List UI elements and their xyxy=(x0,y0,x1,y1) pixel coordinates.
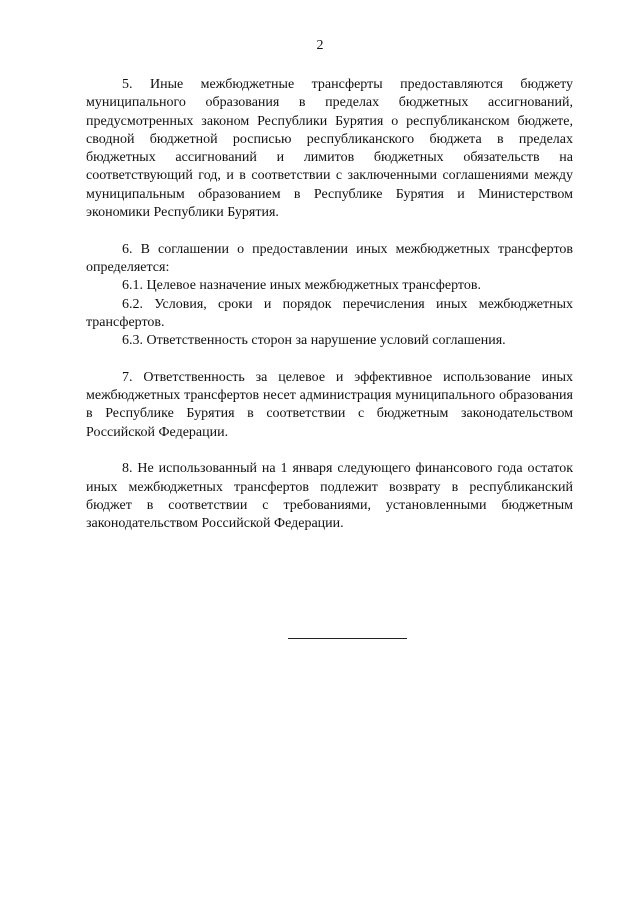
document-body xyxy=(86,76,573,533)
paragraph-8: 8. Не использованный на 1 января следующего финансового года остаток иных межбюджетных трансфертов подлежит возврату в республиканский бюджет в соответствии с требованиями, установленными бюджетным законодательством Российской Федерации. xyxy=(86,461,573,532)
paragraph-6-1: 6.1. Целевое назначение иных межбюджетных трансфертов. xyxy=(122,278,481,294)
paragraph-gap xyxy=(86,442,573,460)
page-number: 2 xyxy=(316,38,324,53)
paragraph-5: 5. Иные межбюджетные трансферты предоставляются бюджету муниципального образования в пределах бюджетных ассигнований, предусмотренных законом Республики Бурятия о республиканском бюджете, сводной бюджетной росписью республиканского бюджета в пределах бюджетных ассигнований и лимитов бюджетных обязательств на соответствующий год, и в соответствии с заключенными соглашениями между муниципальным образованием в Республике Бурятия и Министерством экономики Республики Бурятия. xyxy=(86,77,573,221)
paragraph-gap xyxy=(86,350,573,368)
paragraph-gap xyxy=(86,222,573,240)
paragraph-6: 6. В соглашении о предоставлении иных межбюджетных трансфертов определяется: xyxy=(86,241,573,275)
paragraph-6-2: 6.2. Условия, сроки и порядок перечисления иных межбюджетных трансфертов. xyxy=(86,296,573,330)
paragraph-7: 7. Ответственность за целевое и эффективное использование иных межбюджетных трансфертов несет администрация муниципального образования в Республике Бурятия в соответствии с бюджетным законодательством Российской Федерации. xyxy=(86,369,573,440)
paragraph-6-3: 6.3. Ответственность сторон за нарушение условий соглашения. xyxy=(122,333,506,349)
end-of-document-rule xyxy=(288,638,407,639)
